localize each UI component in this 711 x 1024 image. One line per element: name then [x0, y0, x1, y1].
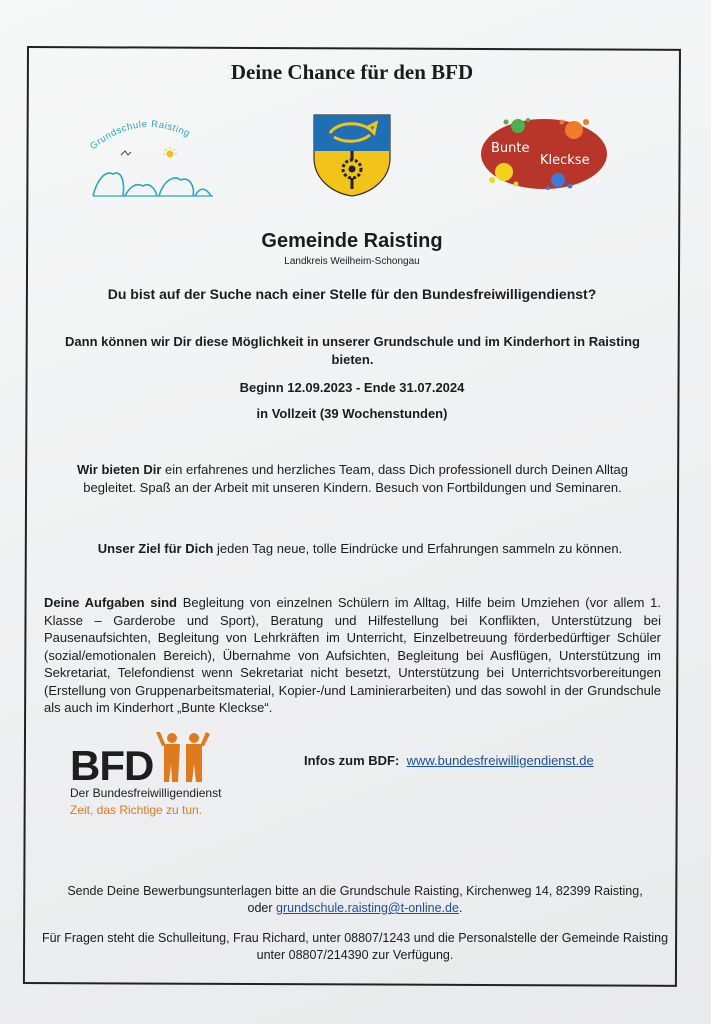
goal-paragraph [40, 541, 680, 556]
bfd-logo [70, 732, 250, 822]
kinderhort-logo-line1: Bunte [491, 141, 530, 156]
intro-paragraph: Dann können wir Dir diese Möglichkeit in unserer Grundschule und im Kinderhort in Raisting bieten. [65, 334, 640, 367]
goal-lead: Unser Ziel für Dich [97, 541, 214, 556]
goal-text: jeden Tag neue, tolle Eindrücke und Erfahrungen sammeln zu können. [213, 541, 623, 556]
school-logo [85, 108, 220, 203]
application-paragraph [35, 883, 675, 917]
bfd-website-link[interactable]: www.bundesfreiwilligendienst.de [406, 753, 594, 768]
infos-label: Infos zum BDF: [304, 753, 400, 768]
kinderhort-logo [478, 114, 610, 194]
hours-line: in Vollzeit (39 Wochenstunden) [256, 406, 448, 421]
district-subheading: Landkreis Weilheim-Schongau [284, 256, 420, 267]
coat-of-arms-icon [312, 113, 392, 198]
send-line1: Sende Deine Bewerbungsunterlagen bitte an die Grundschule Raisting, Kirchenweg 14, 82399 Raisting, [67, 884, 643, 898]
send-end: . [458, 901, 463, 915]
school-logo-text: Grundschule Raisting [88, 118, 192, 153]
tasks-lead: Deine Aufgaben sind [44, 595, 177, 610]
offer-text: ein erfahrenes und herzliches Team, dass Dich professionell durch Deinen Alltag begleitet. Spaß an der Arbeit mit unseren Kindern. Besuch von Fortbildungen und Seminaren. [83, 462, 628, 495]
headline-question: Du bist auf der Suche nach einer Stelle für den Bundesfreiwilligendienst? [107, 286, 597, 302]
svg-text:Grundschule Raisting [88, 119, 192, 152]
page-title: Deine Chance für den BFD [230, 60, 474, 84]
contact-paragraph: Für Fragen steht die Schulleitung, Frau Richard, unter 08807/1243 und die Personalstelle der Gemeinde Raisting unter 08807/214390 zur Verfügung. [41, 931, 669, 962]
school-email-link[interactable]: grundschule.raisting@t-online.de [276, 901, 459, 915]
bfd-logo-line1: Der Bundesfreiwilligendienst [70, 786, 222, 800]
municipality-heading: Gemeinde Raisting [261, 230, 443, 252]
offer-lead: Wir bieten Dir [77, 462, 162, 477]
infos-line [304, 753, 594, 768]
period-line: Beginn 12.09.2023 - Ende 31.07.2024 [239, 380, 465, 395]
bfd-people-icon [156, 732, 210, 782]
send-or: oder [247, 901, 277, 915]
tasks-paragraph [44, 594, 661, 717]
bfd-logo-line2: Zeit, das Richtige zu tun. [70, 803, 203, 817]
offer-paragraph [55, 461, 650, 496]
tasks-text: Begleitung von einzelnen Schülern im Alltag, Hilfe beim Umziehen (vor allem 1. Klasse – Garderobe und Sport), Beratung und Hilfestellung bei Konflikten, Unterstützung bei Pausenaufsichten, Begleitung von Lehrkräften im Unterricht, Einzelbetreuung förderbedürftiger Schüler (sozial/emotionalen Bereich), Übernahme von Aufsichten, Begleitung bei Ausflügen, Unterstützung im Sekretariat, Telefondienst wenn Sekretariat nicht besetzt, Unterstützung bei Unterrichtsvorbereitungen (Erstellung von Gruppenarbeitsmaterial, Kopier-/und Laminierarbeiten) und das sowohl in der Grundschule als auch im Kinderhort „Bunte Kleckse“. [44, 595, 661, 715]
kinderhort-logo-line2: Kleckse [540, 153, 590, 168]
bfd-logo-brand: BFD [70, 742, 154, 789]
